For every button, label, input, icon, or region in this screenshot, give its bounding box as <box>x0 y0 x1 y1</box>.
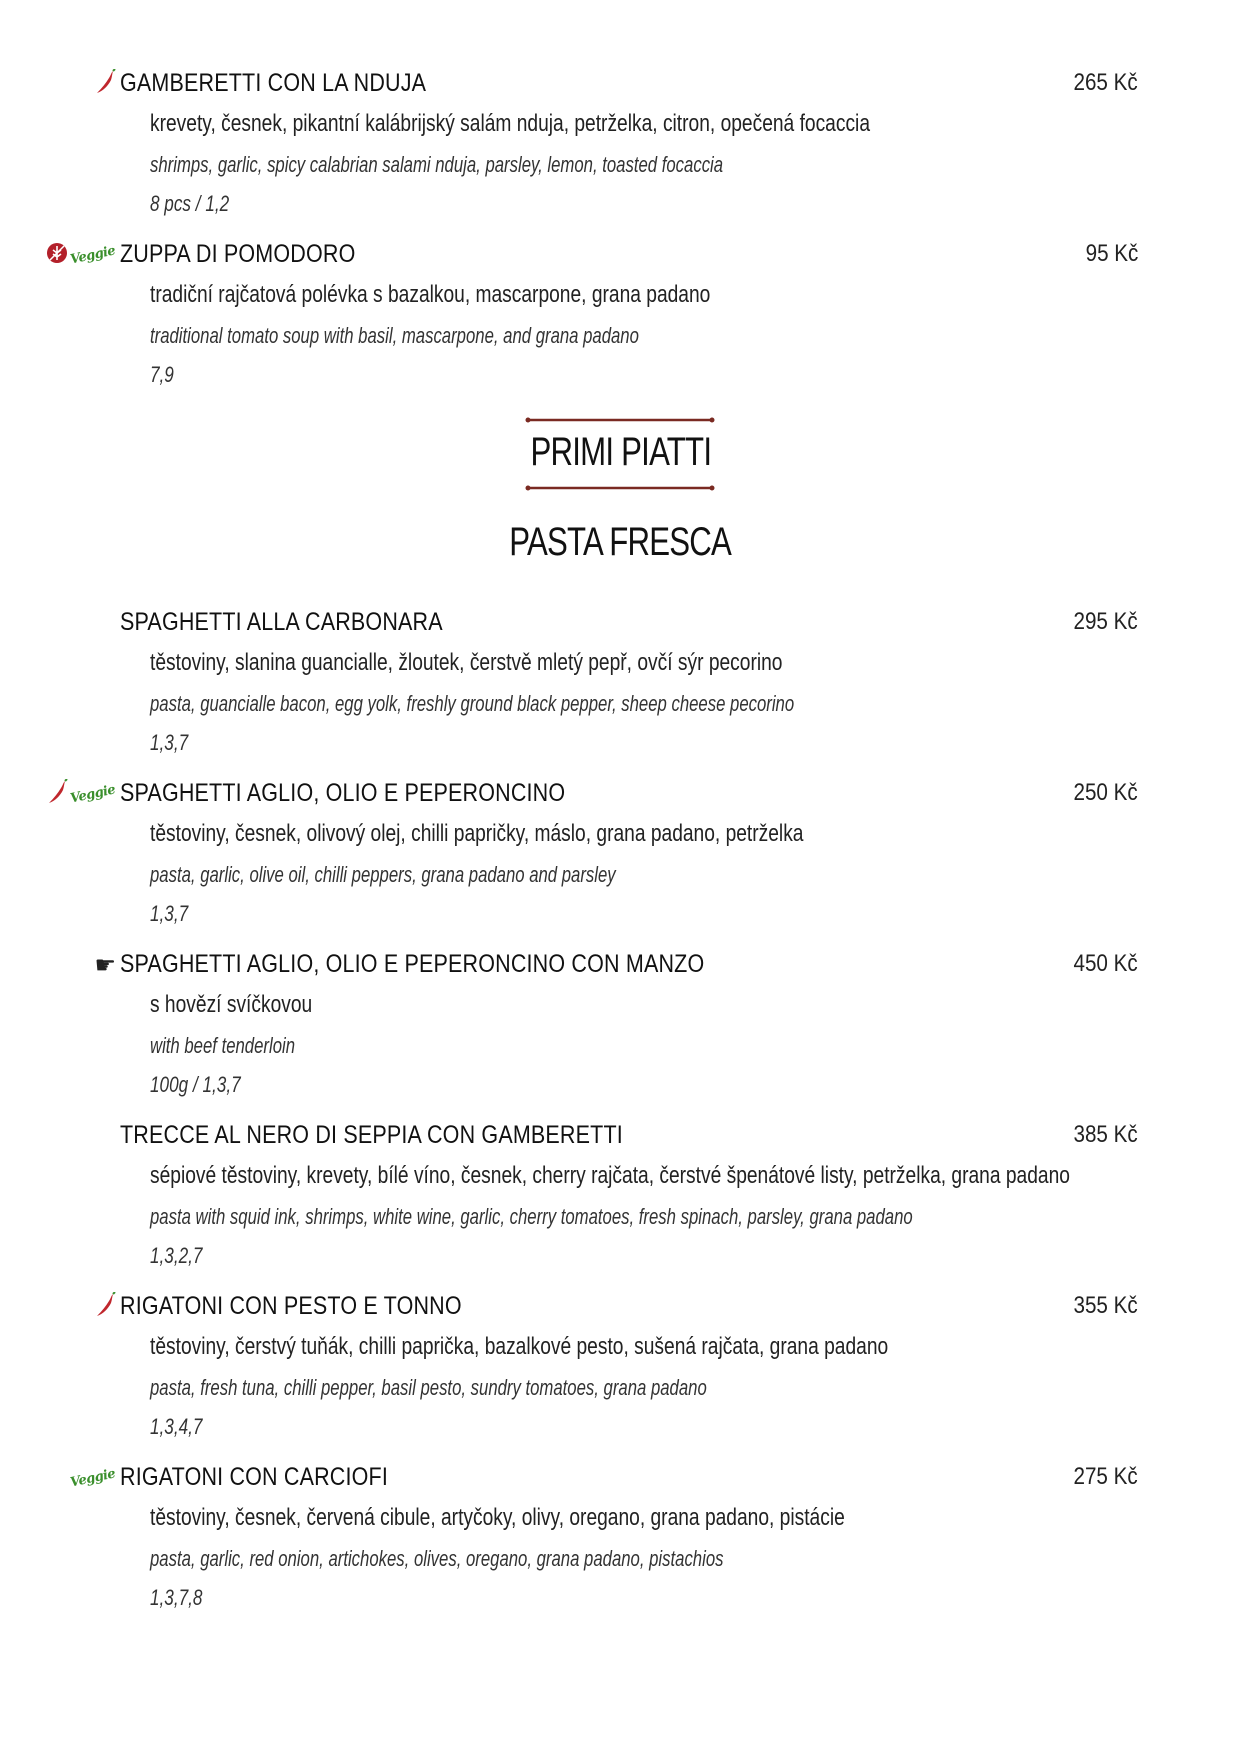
item-name: TRECCE AL NERO DI SEPPIA CON GAMBERETTI <box>120 1121 623 1149</box>
item-allergens: 8 pcs / 1,2 <box>150 191 230 216</box>
item-name: SPAGHETTI AGLIO, OLIO E PEPERONCINO <box>120 779 566 807</box>
item-description-en: pasta, guancialle bacon, egg yolk, freshly ground black pepper, sheep cheese pecorino <box>150 691 795 716</box>
item-description-en: pasta, garlic, olive oil, chilli peppers, grana padano and parsley <box>150 862 616 887</box>
item-icons <box>70 1466 116 1490</box>
item-description-en: pasta with squid ink, shrimps, white wine, garlic, cherry tomatoes, fresh spinach, parsley, grana padano <box>150 1204 913 1229</box>
veggie-icon: Veggie <box>69 242 118 268</box>
item-price: 250 Kč <box>1073 779 1138 806</box>
item-description-en: pasta, fresh tuna, chilli pepper, basil pesto, sundry tomatoes, grana padano <box>150 1375 707 1400</box>
section-title-primi-text: PRIMI PIATTI <box>530 430 711 474</box>
item-description-en: pasta, garlic, red onion, artichokes, olives, oregano, grana padano, pistachios <box>150 1546 724 1571</box>
veggie-icon: Veggie <box>69 1465 118 1491</box>
item-description-cz: těstoviny, česnek, olivový olej, chilli papričky, máslo, grana padano, petrželka <box>150 820 804 847</box>
item-icons <box>46 782 116 806</box>
item-name: GAMBERETTI CON LA NDUJA <box>120 69 427 97</box>
item-allergens: 100g / 1,3,7 <box>150 1072 241 1097</box>
item-allergens: 1,3,7 <box>150 901 189 926</box>
item-name: RIGATONI CON CARCIOFI <box>120 1463 388 1491</box>
chili-icon <box>46 779 68 810</box>
item-allergens: 1,3,4,7 <box>150 1414 203 1439</box>
item-allergens: 1,3,7 <box>150 730 189 755</box>
item-price: 295 Kč <box>1073 608 1138 635</box>
item-icons <box>94 72 116 96</box>
item-name: SPAGHETTI ALLA CARBONARA <box>120 608 443 636</box>
item-description-cz: krevety, česnek, pikantní kalábrijský salám nduja, petrželka, citron, opečená focaccia <box>150 110 870 137</box>
item-name: ZUPPA DI POMODORO <box>120 240 356 268</box>
item-icons <box>46 243 116 267</box>
item-price: 450 Kč <box>1073 950 1138 977</box>
veggie-icon: Veggie <box>69 781 118 807</box>
item-allergens: 7,9 <box>150 362 174 387</box>
chili-icon <box>94 1292 116 1323</box>
item-description-cz: sépiové těstoviny, krevety, bílé víno, česnek, cherry rajčata, čerstvé špenátové listy, petrželka, grana padano <box>150 1162 1070 1189</box>
item-description-en: with beef tenderloin <box>150 1033 296 1058</box>
section-title-primi <box>0 430 1241 475</box>
item-price: 275 Kč <box>1073 1463 1138 1490</box>
item-description-en: traditional tomato soup with basil, mascarpone, and grana padano <box>150 323 639 348</box>
item-allergens: 1,3,2,7 <box>150 1243 203 1268</box>
item-name: SPAGHETTI AGLIO, OLIO E PEPERONCINO CON MANZO <box>120 950 705 978</box>
item-description-en: shrimps, garlic, spicy calabrian salami nduja, parsley, lemon, toasted focaccia <box>150 152 724 177</box>
item-name: RIGATONI CON PESTO E TONNO <box>120 1292 462 1320</box>
item-price: 95 Kč <box>1085 240 1138 267</box>
gluten-free-icon <box>46 242 68 269</box>
section-title-pasta <box>0 520 1241 565</box>
section-rule-bottom <box>525 484 715 492</box>
item-description-cz: s hovězí svíčkovou <box>150 991 313 1018</box>
item-price: 265 Kč <box>1073 69 1138 96</box>
item-description-cz: těstoviny, česnek, červená cibule, artyčoky, olivy, oregano, grana padano, pistácie <box>150 1504 845 1531</box>
item-price: 385 Kč <box>1073 1121 1138 1148</box>
item-icons <box>94 1295 116 1319</box>
section-rule-top <box>525 416 715 424</box>
pointing-hand-icon: ☛ <box>94 951 116 979</box>
section-title-pasta-text: PASTA FRESCA <box>509 520 732 564</box>
item-description-cz: tradiční rajčatová polévka s bazalkou, mascarpone, grana padano <box>150 281 711 308</box>
chili-icon <box>94 69 116 100</box>
item-description-cz: těstoviny, čerstvý tuňák, chilli paprička, bazalkové pesto, sušená rajčata, grana padano <box>150 1333 889 1360</box>
item-icons <box>94 953 116 977</box>
item-allergens: 1,3,7,8 <box>150 1585 203 1610</box>
item-description-cz: těstoviny, slanina guancialle, žloutek, čerstvě mletý pepř, ovčí sýr pecorino <box>150 649 783 676</box>
item-price: 355 Kč <box>1073 1292 1138 1319</box>
